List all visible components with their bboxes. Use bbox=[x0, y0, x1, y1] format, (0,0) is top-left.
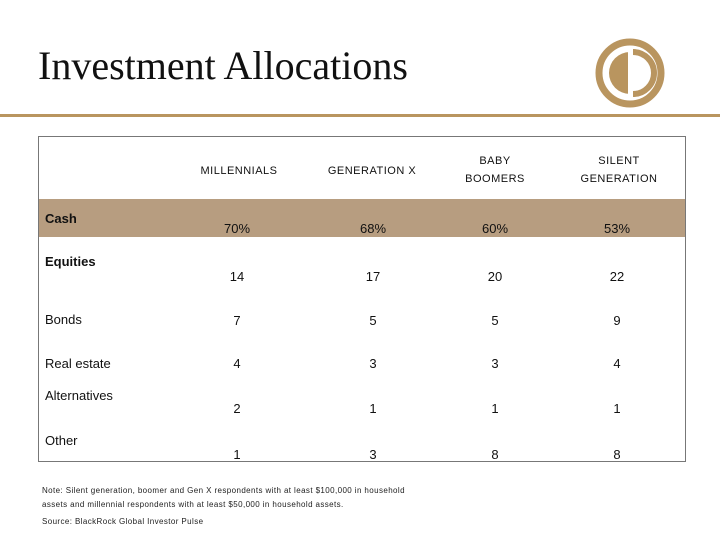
slide-title: Investment Allocations bbox=[38, 43, 408, 88]
logo-icon bbox=[595, 38, 665, 108]
column-header-generation-x: GENERATION X bbox=[327, 165, 417, 177]
alternatives-baby-boomers: 1 bbox=[491, 401, 499, 416]
footnote-line-2: assets and millennial respondents with at least $50,000 in household assets. bbox=[42, 500, 344, 509]
row-label-cash: Cash bbox=[45, 211, 77, 226]
alternatives-silent-generation: 1 bbox=[613, 401, 621, 416]
equities-millennials: 14 bbox=[229, 269, 245, 284]
cash-millennials: 70% bbox=[223, 221, 251, 236]
other-silent-generation: 8 bbox=[613, 447, 621, 462]
equities-silent-generation: 22 bbox=[609, 269, 625, 284]
bonds-silent-generation: 9 bbox=[613, 313, 621, 328]
real-estate-generation-x: 3 bbox=[369, 356, 377, 371]
bonds-millennials: 7 bbox=[233, 313, 241, 328]
alternatives-generation-x: 1 bbox=[369, 401, 377, 416]
cash-silent-generation: 53% bbox=[603, 221, 631, 236]
bonds-generation-x: 5 bbox=[369, 313, 377, 328]
real-estate-baby-boomers: 3 bbox=[491, 356, 499, 371]
bonds-baby-boomers: 5 bbox=[491, 313, 499, 328]
column-header-baby-boomers: BABY BOOMERS bbox=[465, 155, 525, 185]
real-estate-millennials: 4 bbox=[233, 356, 241, 371]
equities-baby-boomers: 20 bbox=[487, 269, 503, 284]
row-label-bonds: Bonds bbox=[45, 312, 82, 327]
source-note: Source: BlackRock Global Investor Pulse bbox=[42, 517, 204, 526]
cash-generation-x: 68% bbox=[359, 221, 387, 236]
footnote-line-1: Note: Silent generation, boomer and Gen X respondents with at least $100,000 in household bbox=[42, 486, 405, 495]
other-generation-x: 3 bbox=[369, 447, 377, 462]
alternatives-millennials: 2 bbox=[233, 401, 241, 416]
row-label-other: Other bbox=[45, 433, 78, 448]
other-baby-boomers: 8 bbox=[491, 447, 499, 462]
row-label-equities: Equities bbox=[45, 254, 96, 269]
allocation-table bbox=[38, 136, 686, 462]
row-label-real-estate: Real estate bbox=[45, 356, 111, 371]
other-millennials: 1 bbox=[233, 447, 241, 462]
real-estate-silent-generation: 4 bbox=[613, 356, 621, 371]
cash-baby-boomers: 60% bbox=[481, 221, 509, 236]
title-divider bbox=[0, 114, 720, 117]
column-header-silent-generation: SILENT GENERATION bbox=[580, 155, 658, 185]
equities-generation-x: 17 bbox=[365, 269, 381, 284]
column-header-millennials: MILLENNIALS bbox=[200, 165, 278, 177]
row-label-alternatives: Alternatives bbox=[45, 388, 113, 403]
